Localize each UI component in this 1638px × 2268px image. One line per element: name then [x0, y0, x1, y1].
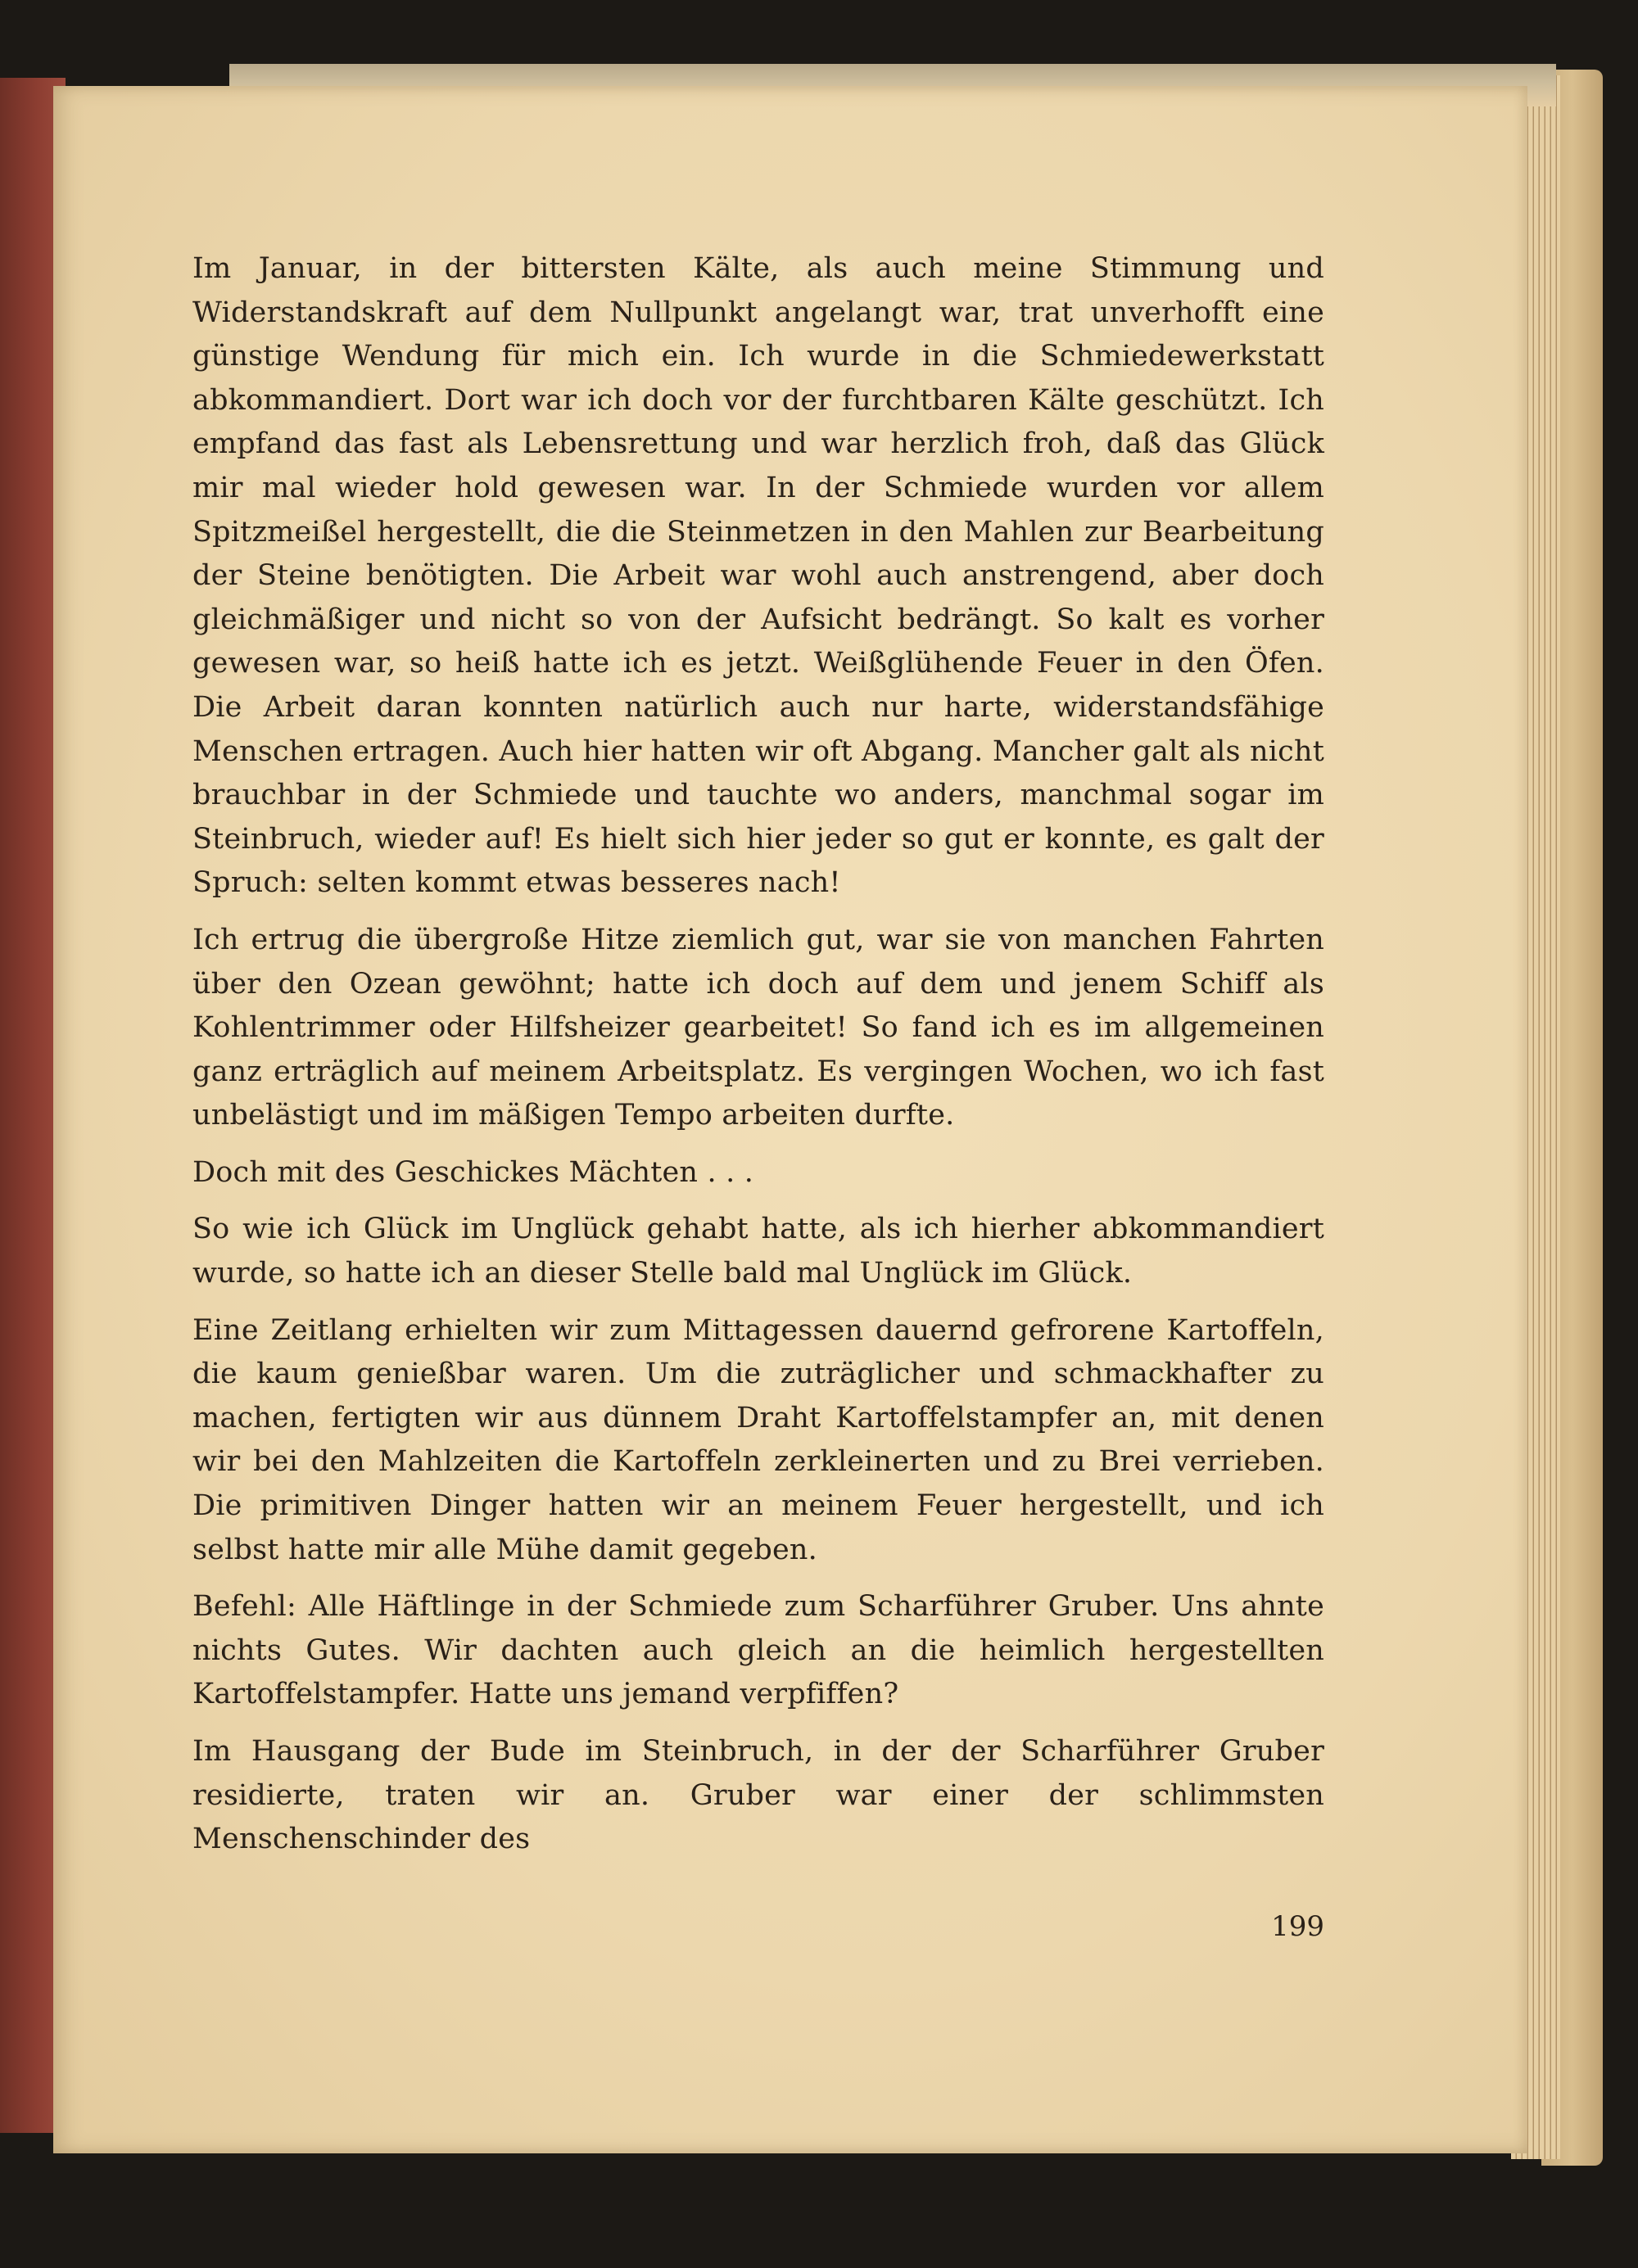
paragraph: Im Januar, in der bittersten Kälte, als auch meine Stimmung und Widerstandskraft auf dem Nullpunkt angelangt war, trat unverhofft eine günstige Wendung für mich ein. Ich wurde in die Schmiedewerkstatt abkommandiert. Dort war ich doch vor der furchtbaren Kälte geschützt. Ich empfand das fast als Lebensrettung und war herzlich froh, daß das Glück mir mal wieder hold gewesen war. In der Schmiede wurden vor allem Spitzmeißel hergestellt, die die Steinmetzen in den Mahlen zur Bearbeitung der Steine benötigten. Die Arbeit war wohl auch anstrengend, aber doch gleichmäßiger und nicht so von der Aufsicht bedrängt. So kalt es vorher gewesen war, so heiß hatte ich es jetzt. Weißglühende Feuer in den Öfen. Die Arbeit daran konnten natürlich auch nur harte, widerstandsfähige Menschen ertragen. Auch hier hatten wir oft Abgang. Mancher galt als nicht brauchbar in der Schmiede und tauchte wo anders, manchmal sogar im Steinbruch, wieder auf! Es hielt sich hier jeder so gut er konnte, es galt der Spruch: selten kommt etwas besseres nach! [192, 252, 1324, 900]
paragraph: Eine Zeitlang erhielten wir zum Mittagessen dauernd gefrorene Kartoffeln, die kaum genießbar waren. Um die zuträglicher und schmackhafter zu machen, fertigten wir aus dünnem Draht Kartoffelstampfer an, mit denen wir bei den Mahlzeiten die Kartoffeln zerkleinerten und zu Brei verrieben. Die primitiven Dinger hatten wir an meinem Feuer hergestellt, und ich selbst hatte mir alle Mühe damit gegeben. [192, 1313, 1324, 1566]
book-page [53, 86, 1527, 2153]
paragraph: Ich ertrug die übergroße Hitze ziemlich gut, war sie von manchen Fahrten über den Ozean gewöhnt; hatte ich doch auf dem und jenem Schiff als Kohlentrimmer oder Hilfsheizer gearbeitet! So fand ich es im allgemeinen ganz erträglich auf meinem Arbeitsplatz. Es vergingen Wochen, wo ich fast unbelästigt und im mäßigen Tempo arbeiten durfte. [192, 923, 1324, 1132]
page-number: 199 [1271, 1910, 1324, 1943]
body-text [192, 247, 1324, 1875]
paragraph: Befehl: Alle Häftlinge in der Schmiede zum Scharführer Gruber. Uns ahnte nichts Gutes. Wir dachten auch gleich an die heimlich hergestellten Kartoffelstampfer. Hatte uns jemand verpfiffen? [192, 1590, 1324, 1711]
paragraph: Doch mit des Geschickes Mächten . . . [192, 1155, 754, 1189]
paragraph: So wie ich Glück im Unglück gehabt hatte, als ich hierher abkommandiert wurde, so hatte ich an dieser Stelle bald mal Unglück im Glück. [192, 1213, 1324, 1290]
paragraph: Im Hausgang der Bude im Steinbruch, in der der Scharführer Gruber residierte, traten wir an. Gruber war einer der schlimmsten Menschenschinder des [192, 1735, 1324, 1856]
